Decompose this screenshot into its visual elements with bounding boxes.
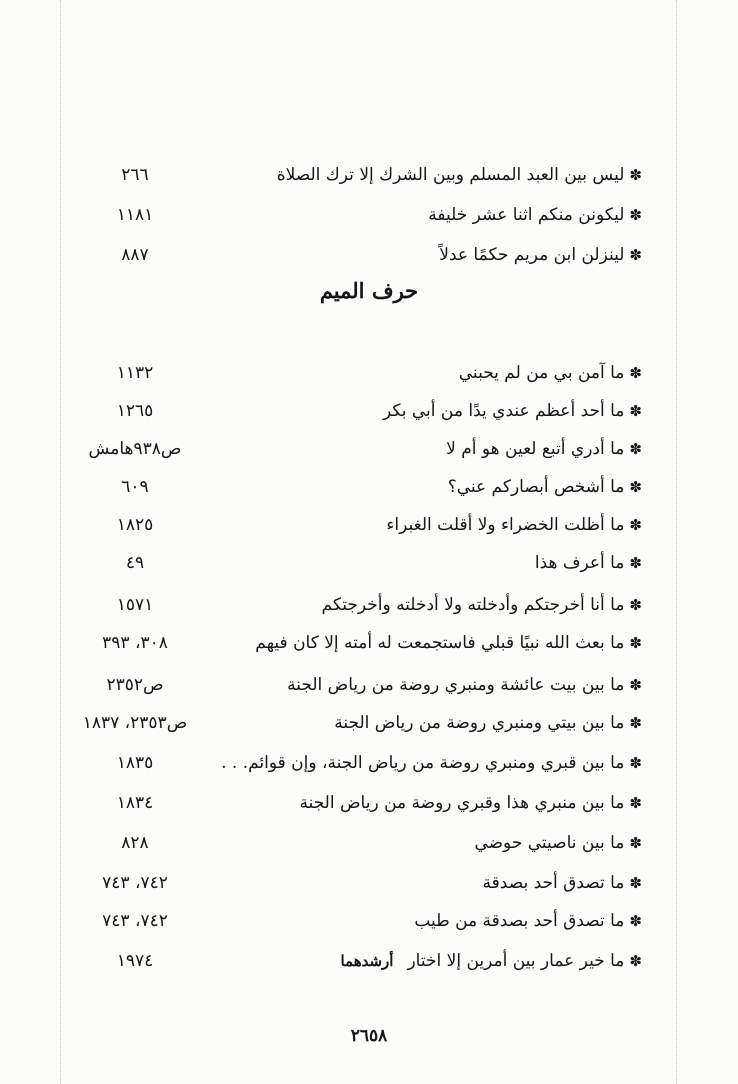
star-bullet-icon: ✽ — [629, 874, 642, 892]
star-bullet-icon: ✽ — [629, 402, 642, 420]
index-entry — [0, 548, 738, 578]
entry-text: ✽ما بين بيت عائشة ومنبري روضة من رياض الجنة — [287, 675, 642, 695]
star-bullet-icon: ✽ — [629, 794, 642, 812]
entry-reference: ٧٤٢، ٧٤٣ — [102, 911, 168, 931]
entry-reference: ١١٣٢ — [116, 363, 154, 383]
page-number: ٢٦٥٨ — [350, 1026, 388, 1046]
entry-text: ✽ما أدري أتبع لعين هو أم لا — [446, 439, 642, 459]
entry-text: ✽ما تصدق أحد بصدقة — [482, 873, 642, 893]
star-bullet-icon: ✽ — [629, 912, 642, 930]
star-bullet-icon: ✽ — [629, 676, 642, 694]
entry-reference: ٧٤٢، ٧٤٣ — [102, 873, 168, 893]
index-entry — [0, 906, 738, 936]
index-entry — [0, 240, 738, 270]
star-bullet-icon: ✽ — [629, 478, 642, 496]
index-entry — [0, 200, 738, 230]
entry-text: ✽لينزلن ابن مريم حكمًا عدلاً — [439, 245, 642, 265]
index-entry — [0, 868, 738, 898]
entry-reference: ٤٩ — [125, 553, 145, 573]
star-bullet-icon: ✽ — [629, 554, 642, 572]
star-bullet-icon: ✽ — [629, 364, 642, 382]
entry-reference: ٣٠٨، ٣٩٣ — [102, 633, 168, 653]
index-entry — [0, 628, 738, 658]
entry-text: ✽ما خير عمار بين أمرين إلا اختارأرشدهما — [340, 951, 642, 971]
star-bullet-icon: ✽ — [629, 634, 642, 652]
entry-reference: ص٢٣٥٢ — [106, 675, 164, 695]
star-bullet-icon: ✽ — [629, 714, 642, 732]
entry-text: ✽ما بين بيتي ومنبري روضة من رياض الجنة — [334, 713, 642, 733]
entry-text: ✽ما بين ناصيتي حوضي — [474, 833, 642, 853]
star-bullet-icon: ✽ — [629, 516, 642, 534]
index-entry — [0, 472, 738, 502]
index-entry — [0, 748, 738, 778]
entry-text: ✽ما بعث الله نبيًا قبلي فاستجمعت له أمته إلا كان فيهم — [255, 633, 642, 653]
star-bullet-icon: ✽ — [629, 440, 642, 458]
entry-reference: ١٢٦٥ — [116, 401, 154, 421]
entry-reference: ٦٠٩ — [121, 477, 149, 497]
index-entry — [0, 590, 738, 620]
entry-text: ✽ما أشخص أبصاركم عني؟ — [447, 477, 642, 497]
index-entry — [0, 358, 738, 388]
entry-reference: ١٨٣٤ — [116, 793, 154, 813]
entry-text: ✽ما أحد أعظم عندي يدًا من أبي بكر — [382, 401, 642, 421]
index-entry — [0, 828, 738, 858]
star-bullet-icon: ✽ — [629, 206, 642, 224]
entry-text: ✽ما أظلت الخضراء ولا أقلت الغبراء — [386, 515, 642, 535]
entry-note: أرشدهما — [340, 952, 394, 970]
index-entry — [0, 160, 738, 190]
star-bullet-icon: ✽ — [629, 834, 642, 852]
index-entry — [0, 510, 738, 540]
index-entry — [0, 396, 738, 426]
entry-text: ✽ما أنا أخرجتكم وأدخلته ولا أدخلته وأخرجتكم — [321, 595, 642, 615]
entry-text: ✽ما تصدق أحد بصدقة من طيب — [414, 911, 642, 931]
star-bullet-icon: ✽ — [629, 246, 642, 264]
index-entry — [0, 946, 738, 976]
entry-reference: ١١٨١ — [116, 205, 154, 225]
star-bullet-icon: ✽ — [629, 754, 642, 772]
entry-text: ✽ما آمن بي من لم يحبني — [458, 363, 642, 383]
entry-reference: ١٥٧١ — [116, 595, 154, 615]
entry-reference: ص٢٣٥٣، ١٨٣٧ — [82, 713, 188, 733]
star-bullet-icon: ✽ — [629, 596, 642, 614]
star-bullet-icon: ✽ — [629, 166, 642, 184]
entry-text: ✽ليكونن منكم اثنا عشر خليفة — [428, 205, 642, 225]
star-bullet-icon: ✽ — [629, 952, 642, 970]
entry-reference: ١٨٢٥ — [116, 515, 154, 535]
entry-reference: ٨٨٧ — [121, 245, 149, 265]
section-heading: حرف الميم — [319, 278, 419, 303]
entry-text: ✽ما بين قبري ومنبري روضة من رياض الجنة، وإن قوائم. . . — [221, 753, 642, 773]
entry-reference: ٢٦٦ — [121, 165, 149, 185]
entry-text: ✽ليس بين العبد المسلم وبين الشرك إلا ترك الصلاة — [276, 165, 642, 185]
index-entry — [0, 708, 738, 738]
entry-reference: ١٩٧٤ — [116, 951, 154, 971]
entry-reference: ٨٢٨ — [121, 833, 149, 853]
index-entry — [0, 434, 738, 464]
entry-reference: ص٩٣٨هامش — [88, 439, 182, 459]
entry-reference: ١٨٣٥ — [116, 753, 154, 773]
index-entry — [0, 670, 738, 700]
entry-text: ✽ما بين منبري هذا وقبري روضة من رياض الجنة — [299, 793, 642, 813]
index-entry — [0, 788, 738, 818]
entry-text: ✽ما أعرف هذا — [534, 553, 642, 573]
